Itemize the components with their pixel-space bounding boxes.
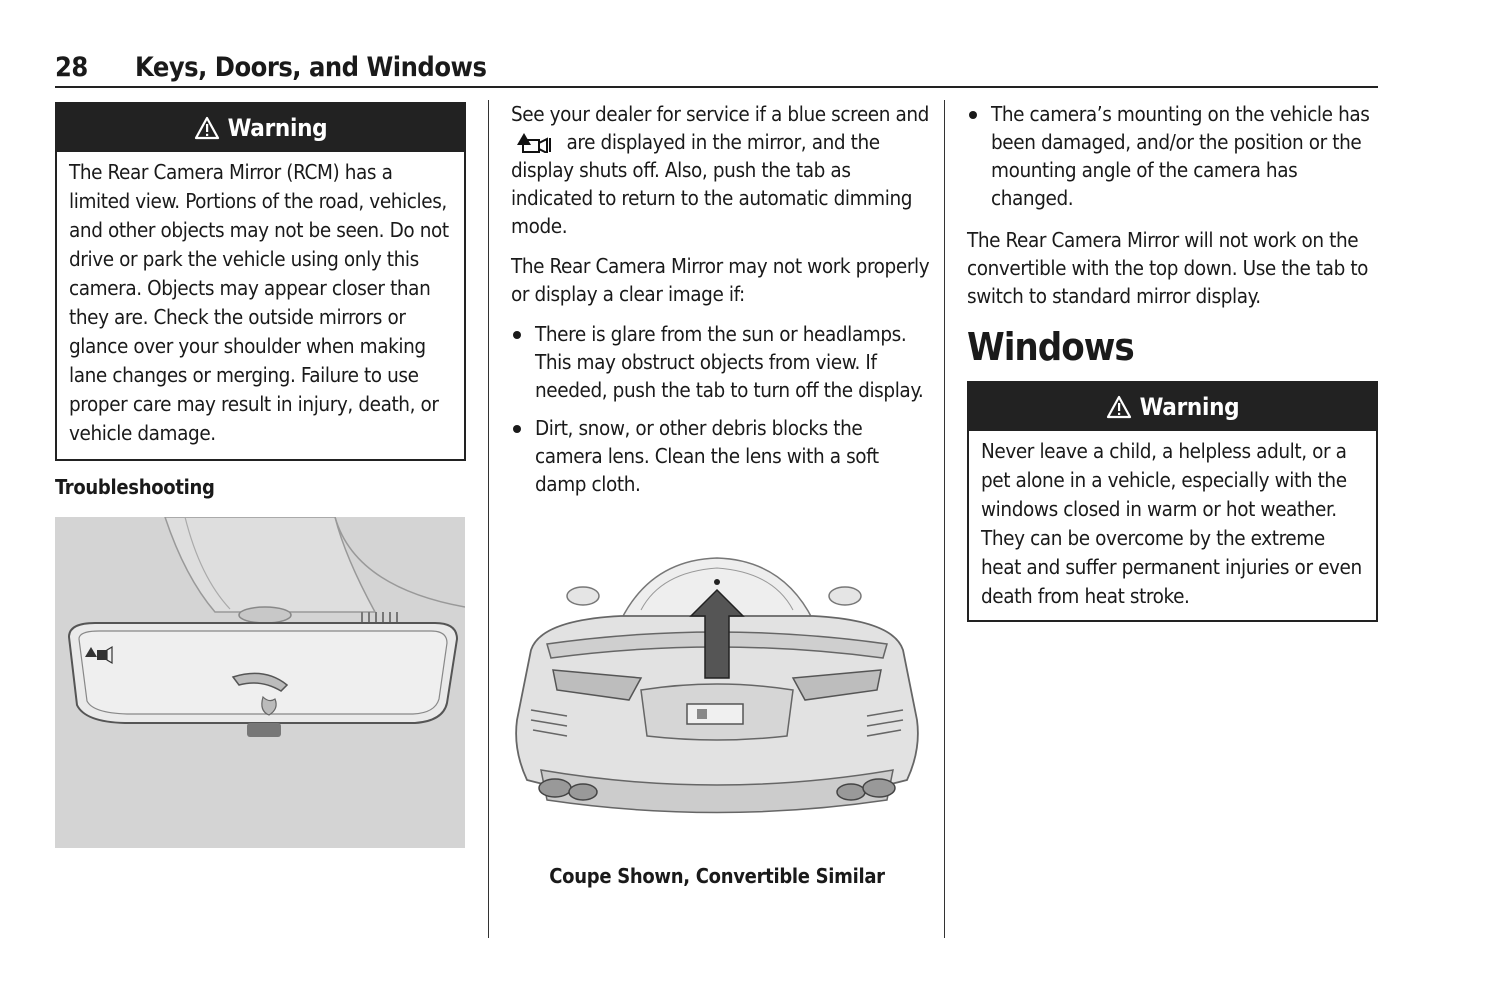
- warning-text: Never leave a child, a helpless adult, or a pet alone in a vehicle, especially with the windows closed in warm or hot weather. They can be overcome by the extreme heat and suffer permanent injuries or even death from heat stroke.: [981, 439, 1362, 608]
- mirror-illustration: [55, 517, 465, 848]
- warning-title: Warning: [1139, 393, 1240, 421]
- list-item: Dirt, snow, or other debris blocks the camera lens. Clean the lens with a soft damp cloth.: [511, 414, 931, 498]
- paragraph-start: See your dealer for service if a blue screen and: [511, 102, 929, 126]
- warning-header: [57, 104, 464, 152]
- middle-column-text: [511, 100, 931, 508]
- troubleshooting-heading: Troubleshooting: [55, 475, 215, 499]
- page-number: 28: [55, 52, 88, 83]
- may-not-work-paragraph: The Rear Camera Mirror may not work properly or display a clear image if:: [511, 254, 930, 306]
- car-rear-illustration: [511, 550, 923, 830]
- page-header: [55, 52, 1378, 88]
- list-item: There is glare from the sun or headlamps. This may obstruct objects from view. If needed, push the tab to turn off the display.: [511, 320, 931, 404]
- right-column-text: [967, 100, 1379, 322]
- warning-header: [969, 383, 1376, 431]
- warning-triangle-icon: [194, 116, 220, 140]
- warning-box-rcm: [55, 102, 466, 461]
- paragraph-end: are displayed in the mirror, and the display shuts off. Also, push the tab as indicated to return to the automatic dimming mode.: [511, 130, 913, 238]
- dealer-service-paragraph: [511, 100, 931, 240]
- warning-title: Warning: [227, 114, 328, 142]
- figure-caption: Coupe Shown, Convertible Similar: [549, 864, 885, 888]
- windows-heading: Windows: [967, 325, 1134, 369]
- column-divider-left: [488, 100, 489, 938]
- warning-triangle-icon: [1106, 395, 1132, 419]
- column-divider-right: [944, 100, 945, 938]
- list-item: The camera’s mounting on the vehicle has been damaged, and/or the position or the mounting angle of the camera has changed.: [967, 100, 1379, 212]
- section-title: Keys, Doors, and Windows: [135, 52, 487, 83]
- convertible-paragraph: The Rear Camera Mirror will not work on the convertible with the top down. Use the tab to switch to standard mirror display.: [967, 228, 1369, 308]
- camera-warning-icon: [515, 131, 557, 153]
- warning-box-windows: [967, 381, 1378, 622]
- warning-text: The Rear Camera Mirror (RCM) has a limited view. Portions of the road, vehicles, and other objects may not be seen. Do not drive or park the vehicle using only this camera. Objects may appear closer than they are. Check the outside mirrors or glance over your shoulder when making lane changes or merging. Failure to use proper care may result in injury, death, or vehicle damage.: [69, 160, 449, 445]
